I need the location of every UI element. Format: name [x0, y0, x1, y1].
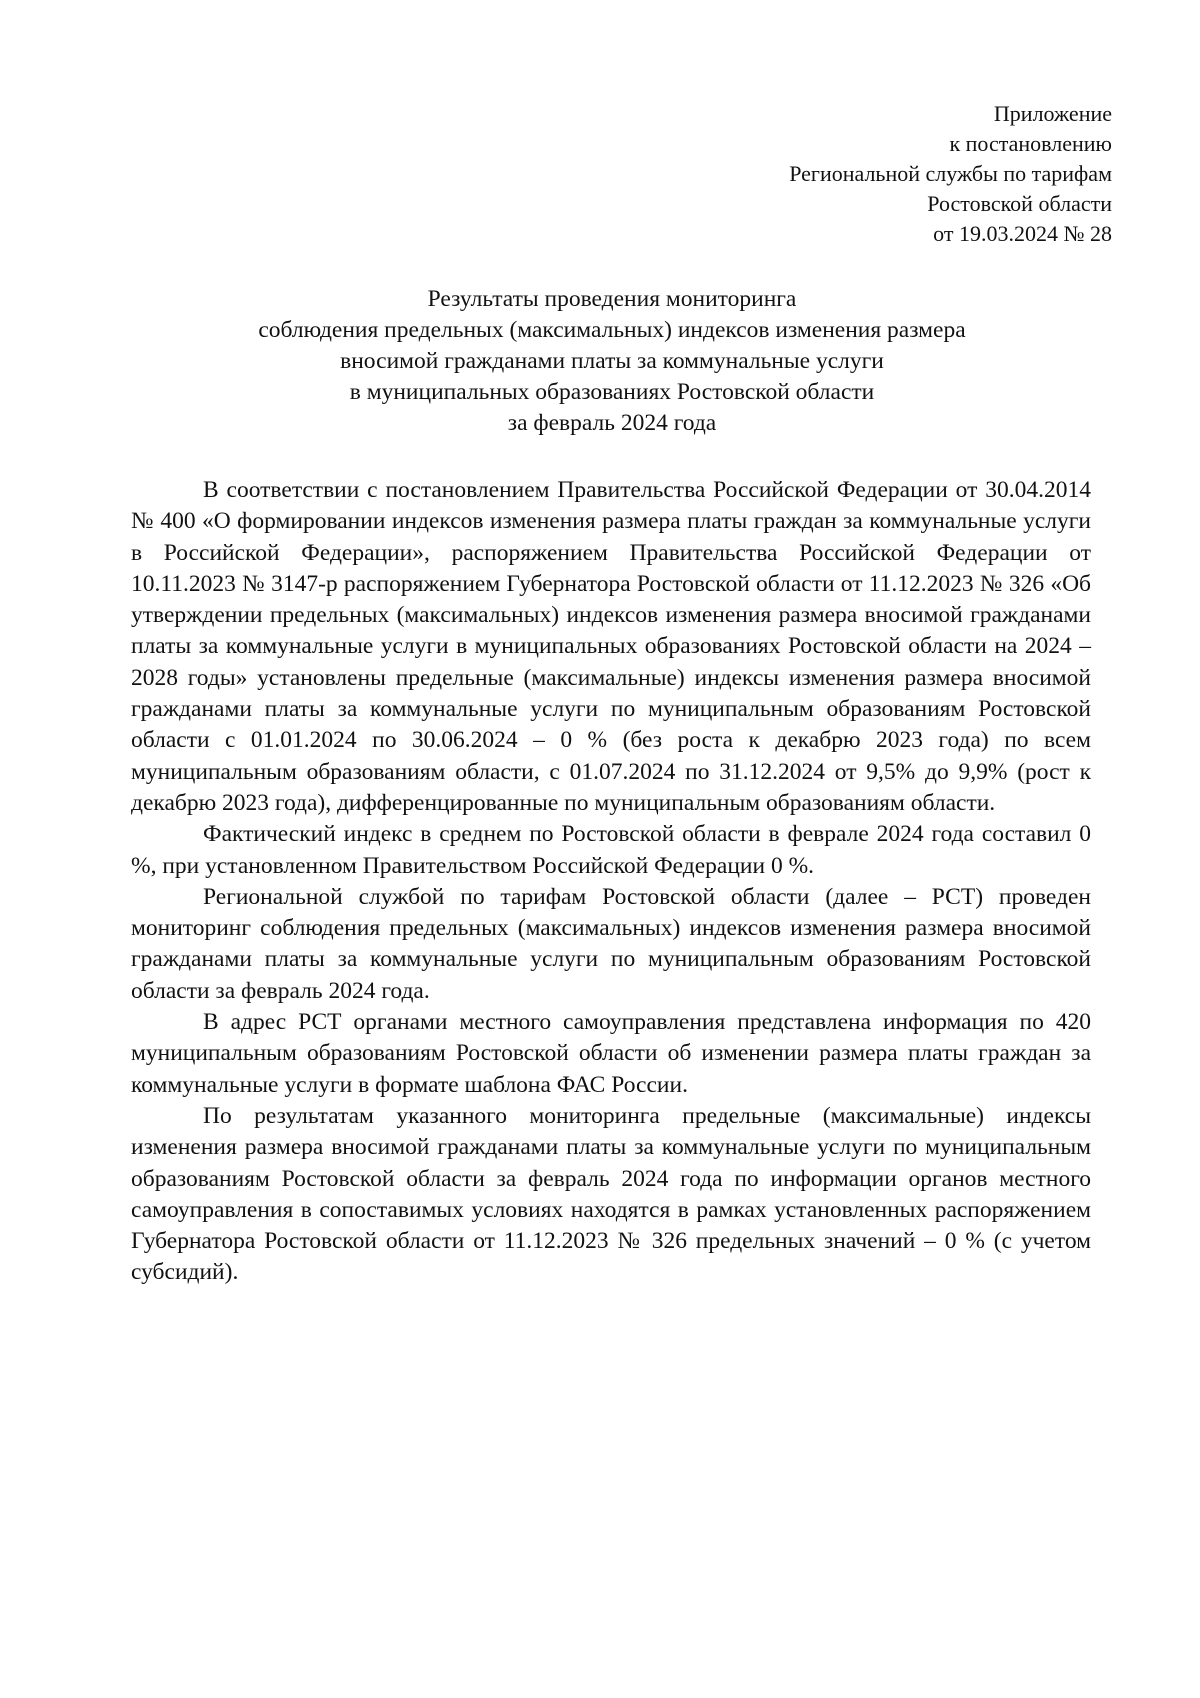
appendix-block — [512, 99, 1112, 249]
body-paragraph: По результатам указанного мониторинга предельные (максимальные) индексы изменения размера вносимой гражданами платы за коммунальные услуги по муниципальным образованиям Ростовской области за февраль 2024 года по информации органов местного самоуправления в сопоставимых условиях находятся в рамках установленных распоряжением Губернатора Ростовской области от 11.12.2023 № 326 предельных значений – 0 % (с учетом субсидий). — [131, 1102, 1091, 1286]
body-paragraph: Региональной службой по тарифам Ростовской области (далее – РСТ) проведен мониторинг соблюдения предельных (максимальных) индексов изменения размера вносимой гражданами платы за коммунальные услуги по муниципальным образованиям Ростовской области за февраль 2024 года. — [131, 883, 1091, 1004]
title-line: за февраль 2024 года — [507, 410, 717, 436]
title-line: соблюдения предельных (максимальных) индексов изменения размера — [258, 317, 966, 343]
body-paragraph: В адрес РСТ органами местного самоуправления представлена информация по 420 муниципальным образованиям Ростовской области об изменении размера платы граждан за коммунальные услуги в формате шаблона ФАС России. — [131, 1009, 1091, 1098]
document-title — [130, 284, 1094, 439]
title-line: вносимой гражданами платы за коммунальные услуги — [340, 348, 884, 374]
appendix-line: Региональной службы по тарифам — [789, 161, 1112, 186]
title-line: Результаты проведения мониторинга — [427, 286, 797, 312]
body-paragraph: Фактический индекс в среднем по Ростовской области в феврале 2024 года составил 0 %, при установленном Правительством Российской Федерации 0 %. — [131, 821, 1091, 879]
document-body — [131, 475, 1091, 1289]
appendix-line: к постановлению — [949, 131, 1112, 156]
appendix-line: от 19.03.2024 № 28 — [933, 221, 1112, 246]
appendix-line: Приложение — [993, 101, 1112, 126]
appendix-line: Ростовской области — [927, 191, 1112, 216]
title-line: в муниципальных образованиях Ростовской области — [349, 379, 875, 405]
body-paragraph: В соответствии с постановлением Правительства Российской Федерации от 30.04.2014 № 400 «О формировании индексов изменения размера платы граждан за коммунальные услуги в Российской Федерации», распоряжением Правительства Российской Федерации от 10.11.2023 № 3147-р распоряжением Губернатора Ростовской области от 11.12.2023 № 326 «Об утверждении предельных (максимальных) индексов изменения размера вносимой гражданами платы за коммунальные услуги в муниципальных образованиях Ростовской области на 2024 – 2028 годы» установлены предельные (максимальные) индексы изменения размера вносимой гражданами платы за коммунальные услуги по муниципальным образованиям Ростовской области с 01.01.2024 по 30.06.2024 – 0 % (без роста к декабрю 2023 года) по всем муниципальным образованиям области, с 01.07.2024 по 31.12.2024 от 9,5% до 9,9% (рост к декабрю 2023 года), дифференцированные по муниципальным образованиям области. — [131, 477, 1091, 816]
